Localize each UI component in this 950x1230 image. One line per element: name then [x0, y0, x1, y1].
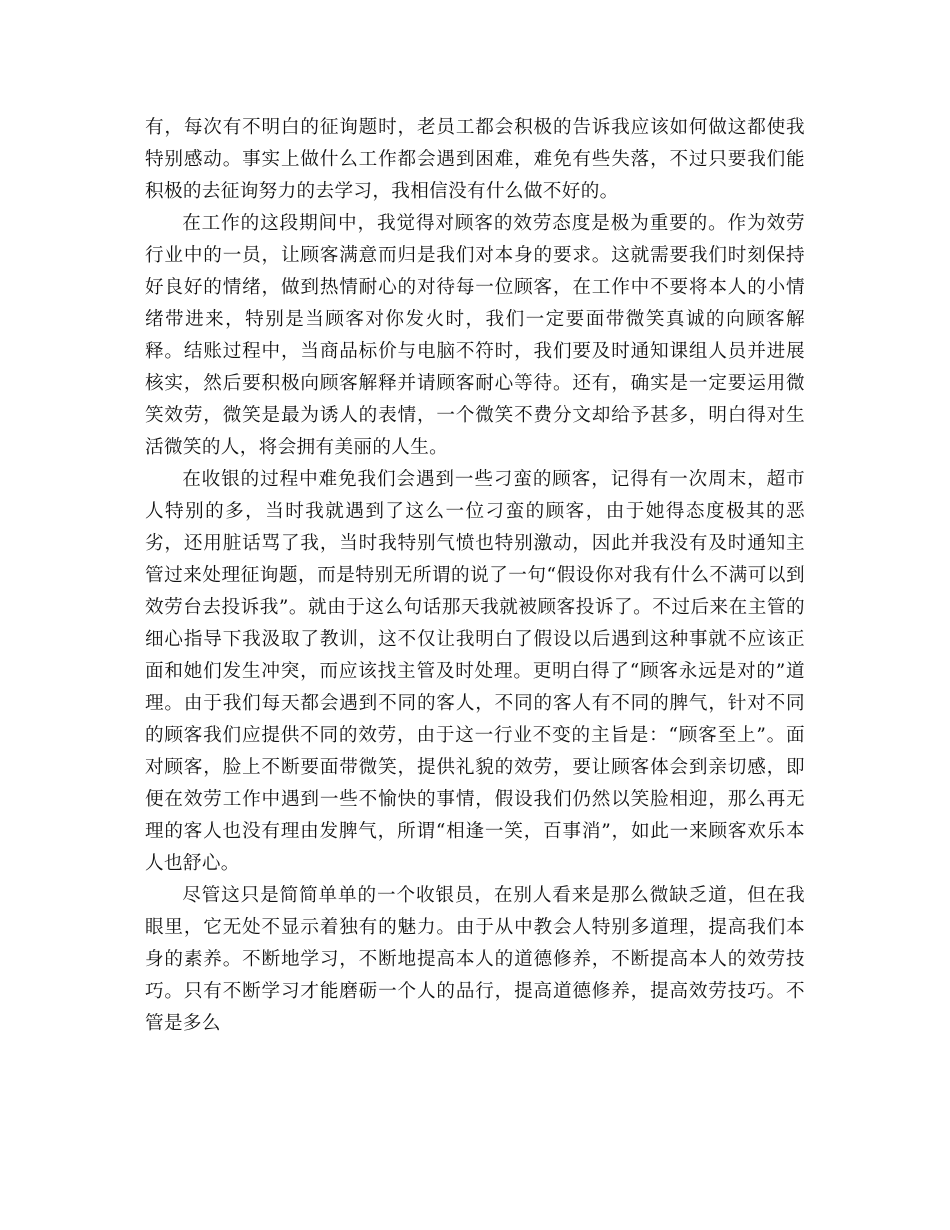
- paragraph-4: 尽管这只是简简单单的一个收银员，在别人看来是那么微缺乏道，但在我眼里，它无处不显示着独有的魅力。由于从中教会人特别多道理，提高我们本身的素养。不断地学习，不断地提高本人的道德修养，不断提高本人的效劳技巧。只有不断学习才能磨砺一个人的品行，提高道德修养，提高效劳技巧。不管是多么: [145, 885, 805, 1034]
- paragraph-2: 在工作的这段期间中，我觉得对顾客的效劳态度是极为重要的。作为效劳行业中的一员，让顾客满意而归是我们对本身的要求。这就需要我们时刻保持好良好的情绪，做到热情耐心的对待每一位顾客，在工作中不要将本人的小情绪带进来，特别是当顾客对你发火时，我们一定要面带微笑真诚的向顾客解释。结账过程中，当商品标价与电脑不符时，我们要及时通知课组人员并进展核实，然后要积极向顾客解释并请顾客耐心等待。还有，确实是一定要运用微笑效劳，微笑是最为诱人的表情，一个微笑不费分文却给予甚多，明白得对生活微笑的人，将会拥有美丽的人生。: [145, 213, 805, 458]
- paragraph-3: 在收银的过程中难免我们会遇到一些刁蛮的顾客，记得有一次周末，超市人特别的多，当时我就遇到了这么一位刁蛮的顾客，由于她得态度极其的恶劣，还用脏话骂了我，当时我特别气愤也特别激动，因此并我没有及时通知主管过来处理征询题，而是特别无所谓的说了一句“假设你对我有什么不满可以到效劳台去投诉我”。就由于这么句话那天我就被顾客投诉了。不过后来在主管的细心指导下我汲取了教训，这不仅让我明白了假设以后遇到这种事就不应该正面和她们发生冲突，而应该找主管及时处理。更明白得了“顾客永远是对的”道理。由于我们每天都会遇到不同的客人，不同的客人有不同的脾气，针对不同的顾客我们应提供不同的效劳，由于这一行业不变的主旨是：“顾客至上”。面对顾客，脸上不断要面带微笑，提供礼貌的效劳，要让顾客体会到亲切感，即便在效劳工作中遇到一些不愉快的事情，假设我们仍然以笑脸相迎，那么再无理的客人也没有理由发脾气，所谓“相逢一笑，百事消”，如此一来顾客欢乐本人也舒心。: [145, 469, 805, 874]
- document-page: [145, 112, 805, 1040]
- paragraph-1: 有，每次有不明白的征询题时，老员工都会积极的告诉我应该如何做这都使我特别感动。事实上做什么工作都会遇到困难，难免有些失落，不过只要我们能积极的去征询努力的去学习，我相信没有什么做不好的。: [145, 117, 805, 202]
